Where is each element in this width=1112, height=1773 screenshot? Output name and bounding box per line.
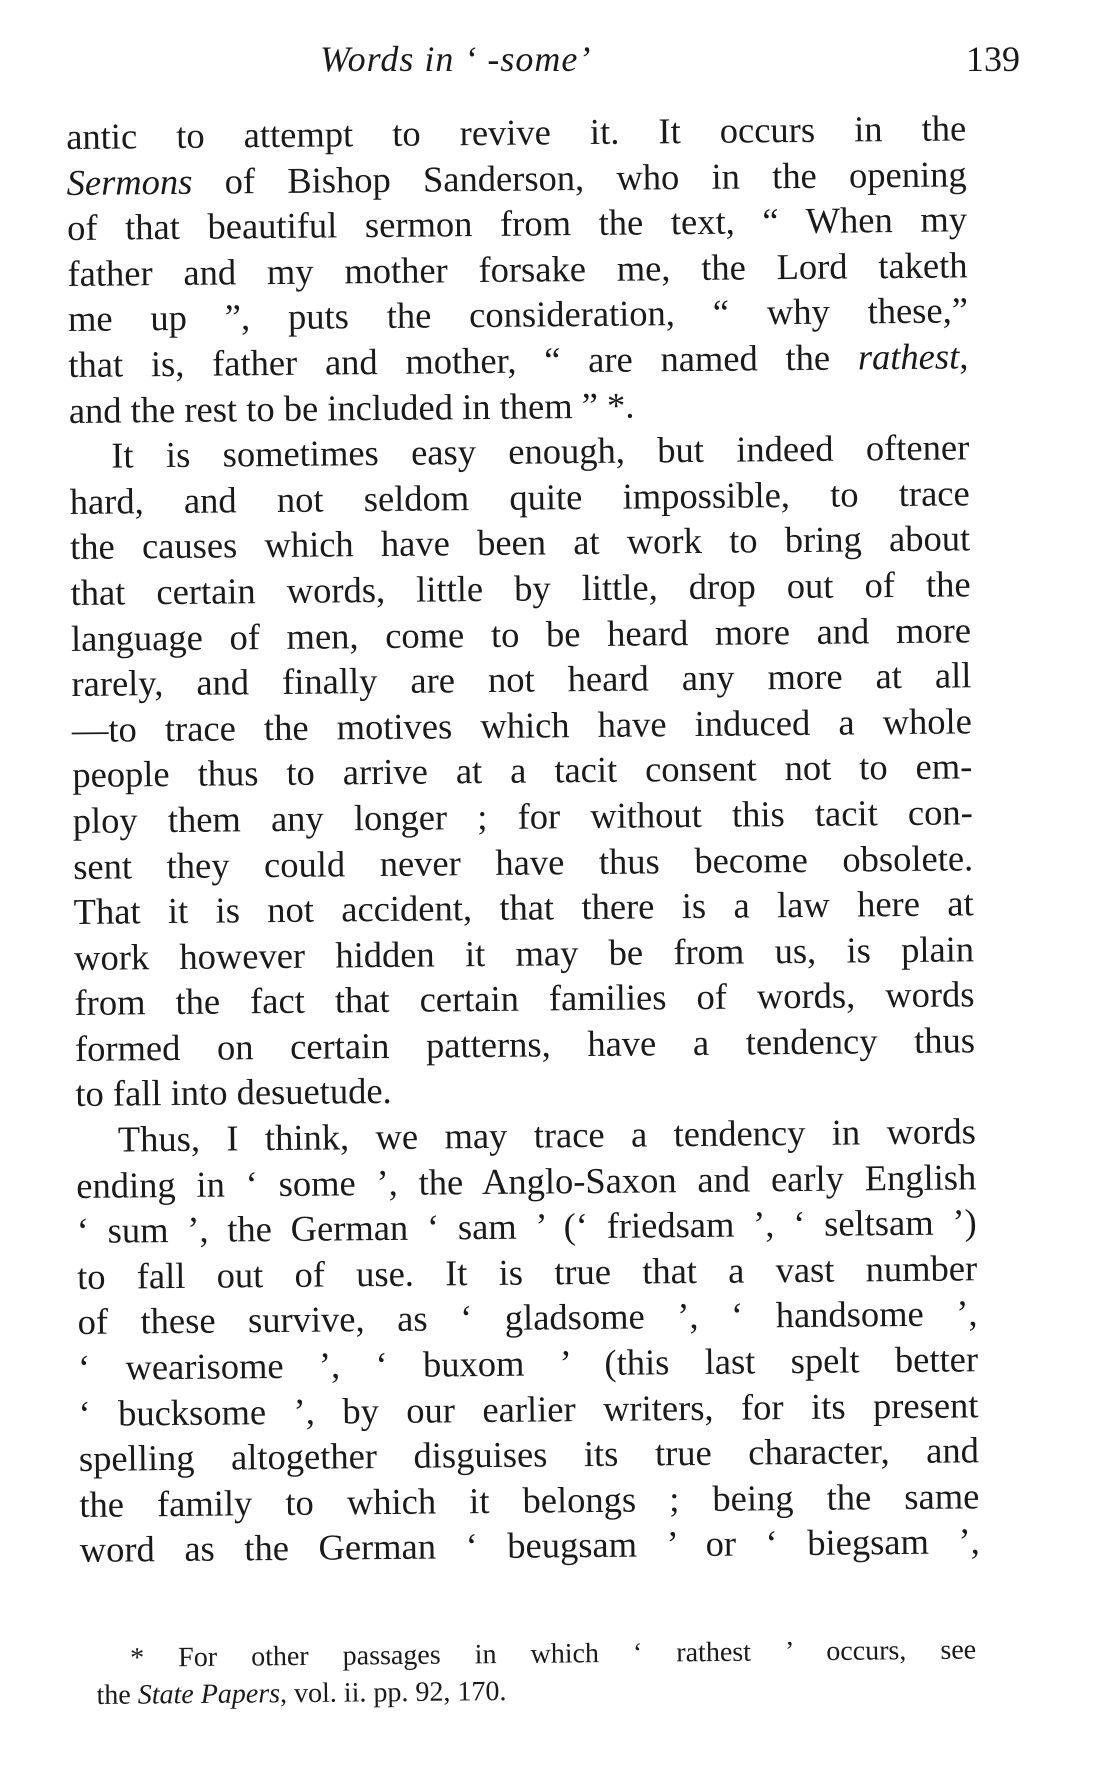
text-line: spelling altogether disguises its true character, and: [78, 1429, 980, 1480]
text-line: work however hidden it may be from us, is plain: [73, 928, 975, 978]
text-line: the causes which have been at work to bring about: [69, 517, 971, 568]
text-line: ploy them any longer ; for without this tacit con-: [72, 791, 973, 841]
text-line: and the rest to be included in them ” *.: [68, 384, 635, 431]
italic-state-papers: State Papers: [137, 1678, 281, 1711]
page-number: 139: [966, 39, 1020, 79]
footnote-line: * For other passages in which ‘ rathest ’ occurs, see: [130, 1634, 977, 1674]
text-line: me up ”, puts the consideration, “ why these,”: [67, 289, 969, 340]
text-line: word as the German ‘ beugsam ’ or ‘ biegsam ’,: [79, 1520, 980, 1571]
running-head: [60, 38, 1020, 88]
text-line: ‘ bucksome ’, by our earlier writers, for its present: [78, 1383, 979, 1434]
text-line: ending in ‘ some ’, the Anglo-Saxon and early English: [76, 1155, 977, 1206]
paragraph-2: [69, 425, 976, 1118]
text-line: that is, father and mother, “ are named the rathest,: [68, 335, 969, 385]
footnote: [96, 1632, 977, 1714]
paragraph-1: [66, 105, 969, 433]
text-line: —to trace the motives which have induced a whole: [71, 700, 973, 750]
text-line: hard, and not seldom quite impossible, to trace: [69, 472, 970, 522]
text-line: Thus, I think, we may trace a tendency in words: [117, 1110, 976, 1160]
paragraph-3: [76, 1108, 980, 1573]
running-title: Words in ‘ -some’: [320, 39, 592, 79]
italic-sermons: Sermons: [66, 160, 193, 203]
text-line: sent they could never have thus become obsolete.: [73, 836, 974, 887]
italic-rathest: rathest: [857, 335, 960, 378]
text-line: ‘ sum ’, the German ‘ sam ’ (‘ friedsam ’, ‘ seltsam ’): [76, 1201, 977, 1252]
text-line: father and my mother forsake me, the Lord taketh: [67, 244, 968, 294]
text-line: That it is not accident, that there is a law here at: [73, 882, 974, 933]
text-line: It is sometimes easy enough, but indeed oftener: [111, 426, 970, 476]
text-line: formed on certain patterns, have a tendency thus: [74, 1019, 976, 1069]
text-line: of these survive, as ‘ gladsome ’, ‘ handsome ’,: [77, 1292, 978, 1343]
text-line: the family to which it belongs ; being the same: [79, 1475, 980, 1525]
text-line: people thus to arrive at a tacit consent not to em-: [72, 745, 973, 796]
text-line: of that beautiful sermon from the text, “ When my: [66, 198, 968, 249]
text-line: antic to attempt to revive it. It occurs in the: [66, 107, 967, 157]
body-text: [66, 105, 980, 1573]
text-line: to fall into desuetude.: [75, 1070, 392, 1115]
footnote-line: the State Papers, vol. ii. pp. 92, 170.: [96, 1676, 507, 1711]
text-line: Sermons of Bishop Sanderson, who in the opening: [66, 152, 967, 203]
text-line: ‘ wearisome ’, ‘ buxom ’ (this last spelt better: [77, 1338, 979, 1388]
text-line: to fall out of use. It is true that a vast number: [76, 1247, 978, 1297]
text-line: rarely, and finally are not heard any more at all: [71, 654, 972, 705]
text-line: from the fact that certain families of words, words: [74, 973, 975, 1024]
text-line: that certain words, little by little, drop out of the: [70, 563, 971, 613]
text-line: language of men, come to be heard more and more: [70, 608, 972, 659]
